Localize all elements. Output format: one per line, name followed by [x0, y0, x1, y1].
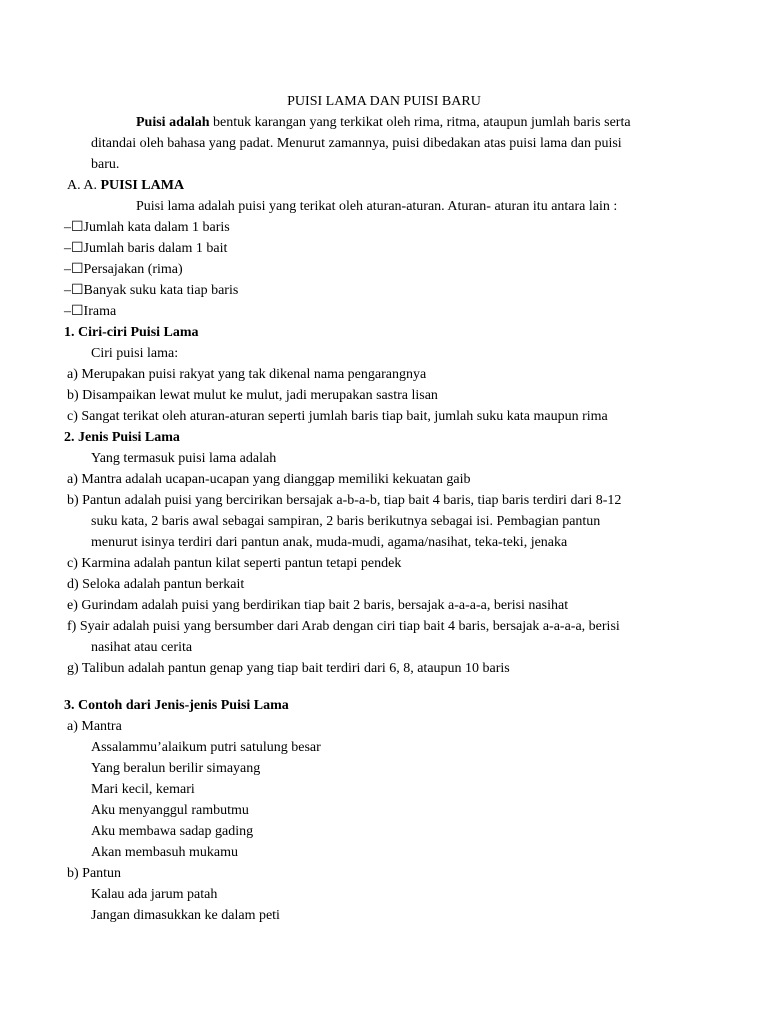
section-a-definition: Puisi lama adalah puisi yang terikat oleh aturan-aturan. Aturan- aturan itu antara lain : — [136, 199, 618, 214]
rule-item: –☐Jumlah kata dalam 1 baris — [64, 220, 230, 235]
jenis-item-b-cont: menurut isinya terdiri dari pantun anak, muda-mudi, agama/nasihat, teka-teki, jenaka — [91, 535, 568, 550]
jenis-item-a: a) Mantra adalah ucapan-ucapan yang dianggap memiliki kekuatan gaib — [67, 472, 471, 487]
jenis-item-g: g) Talibun adalah pantun genap yang tiap bait terdiri dari 6, 8, ataupun 10 baris — [67, 661, 510, 676]
contoh-heading-text: 3. Contoh dari Jenis-jenis Puisi Lama — [64, 698, 289, 713]
jenis-intro: Yang termasuk puisi lama adalah — [91, 451, 277, 466]
jenis-item-b: b) Pantun adalah puisi yang bercirikan bersajak a-b-a-b, tiap bait 4 baris, tiap baris terdiri dari 8-12 — [67, 493, 622, 508]
section-a-heading — [67, 177, 184, 195]
pantun-line: Jangan dimasukkan ke dalam peti — [91, 908, 280, 923]
intro-line-2: ditandai oleh bahasa yang padat. Menurut zamannya, puisi dibedakan atas puisi lama dan puisi — [91, 136, 622, 151]
jenis-item-f-cont: nasihat atau cerita — [91, 640, 193, 655]
ciri-item: c) Sangat terikat oleh aturan-aturan seperti jumlah baris tiap bait, jumlah suku kata maupun rima — [67, 409, 608, 424]
jenis-item-d: d) Seloka adalah pantun berkait — [67, 577, 245, 592]
ciri-intro: Ciri puisi lama: — [91, 346, 179, 361]
intro-line-1 — [136, 114, 631, 132]
intro-text-1: bentuk karangan yang terkikat oleh rima, ritma, ataupun jumlah baris serta — [209, 115, 631, 130]
mantra-line: Akan membasuh mukamu — [91, 845, 238, 860]
mantra-line: Aku menyanggul rambutmu — [91, 803, 249, 818]
pantun-line: Kalau ada jarum patah — [91, 887, 218, 902]
mantra-line: Yang beralun berilir simayang — [91, 761, 261, 776]
jenis-heading — [64, 429, 180, 447]
intro-term: Puisi adalah — [136, 115, 210, 130]
rule-item: –☐Banyak suku kata tiap baris — [64, 283, 239, 298]
ciri-heading-text: 1. Ciri-ciri Puisi Lama — [64, 325, 199, 340]
ciri-item: b) Disampaikan lewat mulut ke mulut, jadi merupakan sastra lisan — [67, 388, 438, 403]
mantra-line: Aku membawa sadap gading — [91, 824, 254, 839]
contoh-heading — [64, 697, 289, 715]
document-title: PUISI LAMA DAN PUISI BARU — [287, 94, 481, 109]
rule-item: –☐Irama — [64, 304, 117, 319]
rule-item: –☐Persajakan (rima) — [64, 262, 183, 277]
mantra-line: Assalammu’alaikum putri satulung besar — [91, 740, 321, 755]
ciri-heading — [64, 324, 199, 342]
ciri-item: a) Merupakan puisi rakyat yang tak dikenal nama pengarangnya — [67, 367, 427, 382]
mantra-line: Mari kecil, kemari — [91, 782, 195, 797]
jenis-item-f: f) Syair adalah puisi yang bersumber dari Arab dengan ciri tiap bait 4 baris, bersajak a-a-a-a, berisi — [67, 619, 620, 634]
intro-line-3: baru. — [91, 157, 120, 172]
section-a-title: PUISI LAMA — [100, 178, 185, 193]
jenis-heading-text: 2. Jenis Puisi Lama — [64, 430, 180, 445]
jenis-item-b-cont: suku kata, 2 baris awal sebagai sampiran, 2 baris berikutnya sebagai isi. Pembagian pantun — [91, 514, 601, 529]
mantra-label: a) Mantra — [67, 719, 122, 734]
rule-item: –☐Jumlah baris dalam 1 bait — [64, 241, 228, 256]
section-a-marker: A. A. — [67, 178, 101, 193]
jenis-item-e: e) Gurindam adalah puisi yang berdirikan tiap bait 2 baris, bersajak a-a-a-a, berisi nasihat — [67, 598, 569, 613]
pantun-label: b) Pantun — [67, 866, 122, 881]
jenis-item-c: c) Karmina adalah pantun kilat seperti pantun tetapi pendek — [67, 556, 402, 571]
